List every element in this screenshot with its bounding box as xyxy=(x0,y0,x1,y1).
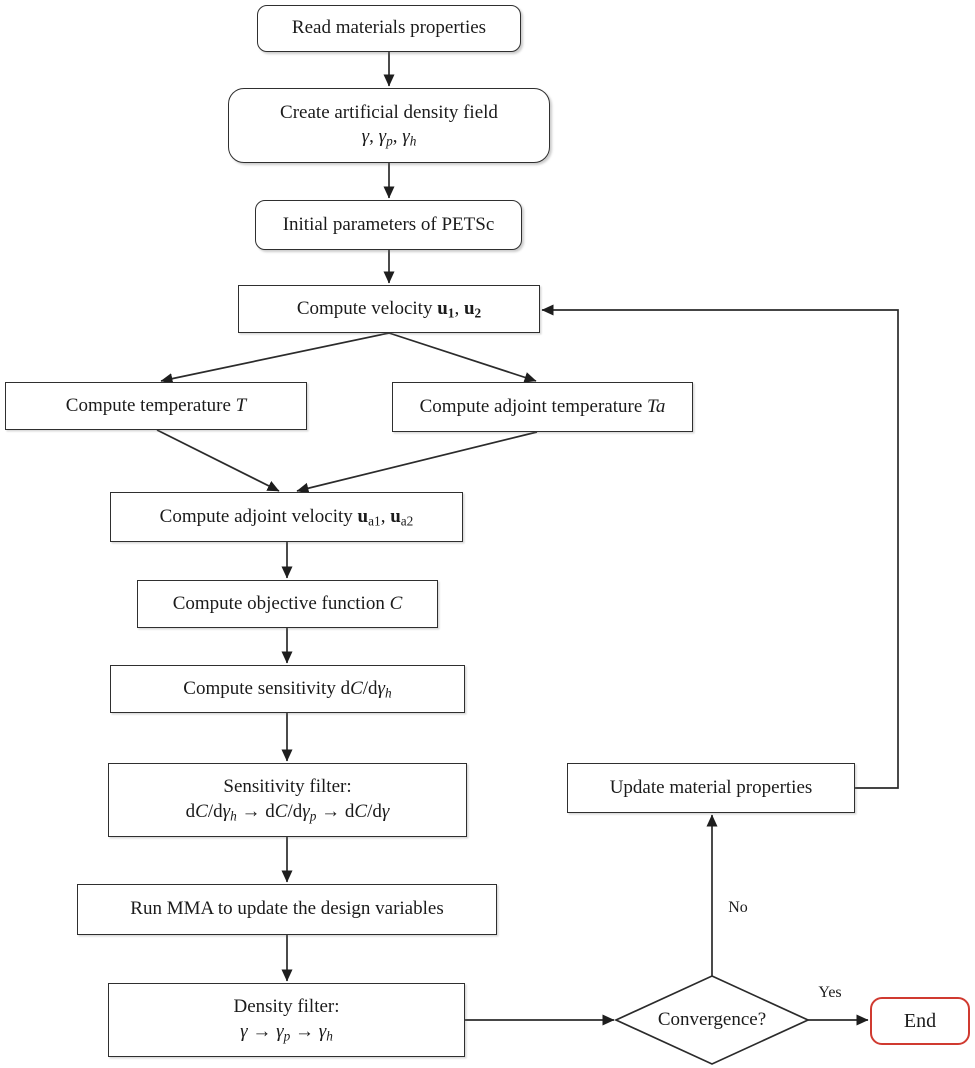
node-sensitivity-filter-math: dC/dγh → dC/dγp → dC/dγ xyxy=(185,800,390,824)
node-create-density-field-title: Create artificial density field xyxy=(280,101,498,123)
node-compute-adjoint-temperature-label: Compute adjoint temperature Ta xyxy=(419,395,666,417)
node-compute-sensitivity xyxy=(110,665,465,713)
edge-velocity-to-temperature xyxy=(161,333,389,381)
edge-label-no: No xyxy=(728,899,748,916)
node-read-materials xyxy=(257,5,521,52)
node-run-mma-label: Run MMA to update the design variables xyxy=(130,898,444,920)
node-end-label: End xyxy=(903,1010,937,1032)
edge-velocity-to-adjoint-temperature xyxy=(389,333,536,381)
edge-temperature-to-adjoint-velocity xyxy=(157,430,279,491)
node-create-density-field-math: γ, γp, γh xyxy=(361,126,417,150)
node-compute-velocity-label: Compute velocity u1, u2 xyxy=(296,297,482,321)
node-compute-temperature-label: Compute temperature T xyxy=(65,394,247,416)
node-convergence xyxy=(616,976,808,1064)
node-initial-parameters-petsc xyxy=(255,200,522,250)
node-run-mma xyxy=(77,884,497,935)
node-density-filter-title: Density filter: xyxy=(233,996,340,1018)
node-compute-temperature xyxy=(5,382,307,430)
node-create-density-field xyxy=(228,88,550,163)
node-compute-adjoint-velocity-label: Compute adjoint velocity ua1, ua2 xyxy=(159,505,414,529)
node-density-filter xyxy=(108,983,465,1057)
node-initial-parameters-petsc-label: Initial parameters of PETSc xyxy=(282,213,495,235)
node-sensitivity-filter xyxy=(108,763,467,837)
node-update-material-properties xyxy=(567,763,855,813)
edge-adjoint-temperature-to-adjoint-velocity xyxy=(297,432,537,491)
node-convergence-label: Convergence? xyxy=(657,1009,767,1030)
node-update-material-properties-label: Update material properties xyxy=(609,776,813,798)
node-compute-objective-function xyxy=(137,580,438,628)
node-compute-objective-function-label: Compute objective function C xyxy=(172,592,403,614)
node-density-filter-math: γ → γp → γh xyxy=(240,1020,333,1044)
node-compute-velocity xyxy=(238,285,540,333)
node-read-materials-label: Read materials properties xyxy=(291,17,487,39)
node-end xyxy=(870,997,970,1045)
node-compute-adjoint-velocity xyxy=(110,492,463,542)
edge-label-yes: Yes xyxy=(818,984,842,1001)
node-compute-sensitivity-label: Compute sensitivity dC/dγh xyxy=(183,677,392,701)
node-compute-adjoint-temperature xyxy=(392,382,693,432)
node-sensitivity-filter-title: Sensitivity filter: xyxy=(223,776,352,798)
